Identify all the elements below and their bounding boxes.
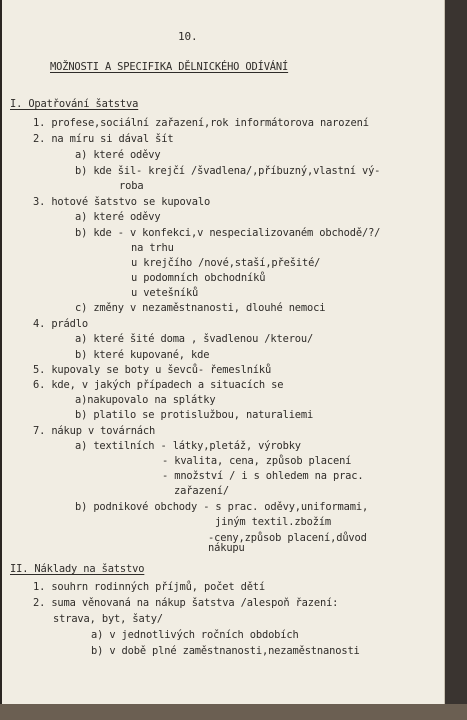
text-line: a) které šité doma , švadlenou /kterou/ [75,333,314,345]
text-line: u krejčího /nové,staší,přešité/ [131,257,321,269]
document-title: MOŽNOSTI A SPECIFIKA DĚLNICKÉHO ODÍVÁNÍ [50,61,289,73]
text-line: strava, byt, šaty/ [53,613,163,625]
text-line: u vetešníků [131,287,199,299]
text-line: a)nakupovalo na splátky [75,394,216,406]
text-line: - kvalita, cena, způsob placení [162,455,352,467]
background-edge-bottom [0,704,467,720]
text-line: 6. kde, v jakých případech a situacích se [33,379,284,391]
text-line: c) změny v nezaměstnanosti, dlouhé nemoci [75,302,326,314]
text-line: 1. profese,sociální zařazení,rok informátorova narození [33,117,369,129]
text-line: b) kde šil- krejčí /švadlena/,příbuzný,vlastní vý- [75,165,381,177]
text-line: u podomních obchodníků [131,272,266,284]
page-number: 10. [178,30,198,43]
background-edge [444,0,467,704]
text-line: b) které kupované, kde [75,349,210,361]
text-line: 3. hotové šatstvo se kupovalo [33,196,211,208]
text-line: a) které oděvy [75,211,161,223]
text-line: 4. prádlo [33,318,88,330]
text-line: a) v jednotlivých ročních obdobích [91,629,299,641]
text-line: a) které oděvy [75,149,161,161]
text-line: - množství / i s ohledem na prac. [162,470,364,482]
text-line: roba [119,180,144,192]
text-line: 5. kupovaly se boty u ševců- řemeslníků [33,364,272,376]
text-line: b) platilo se protislužbou, naturaliemi [75,409,314,421]
text-line: 7. nákup v továrnách [33,425,156,437]
text-line: b) podnikové obchody - s prac. oděvy,uniformami, [75,501,369,513]
text-line: zařazení/ [174,485,229,497]
text-line: 1. souhrn rodinných příjmů, počet dětí [33,581,266,593]
text-line: na trhu [131,242,174,254]
text-line: b) v době plné zaměstnanosti,nezaměstnanosti [91,645,360,657]
text-line: 2. na míru si dával šít [33,133,174,145]
text-line: -ceny,způsob placení,důvod [208,532,367,544]
text-line: a) textilních - látky,pletáž, výrobky [75,440,301,452]
section-heading: II. Náklady na šatstvo [10,563,145,575]
text-line: nákupu [208,542,245,554]
document-page [2,0,445,704]
text-line: b) kde - v konfekci,v nespecializovaném obchodě/?/ [75,227,381,239]
section-heading: I. Opatřování šatstva [10,98,139,110]
text-line: jiným textil.zbožím [215,516,332,528]
text-line: 2. suma věnovaná na nákup šatstva /alespoň řazení: [33,597,339,609]
